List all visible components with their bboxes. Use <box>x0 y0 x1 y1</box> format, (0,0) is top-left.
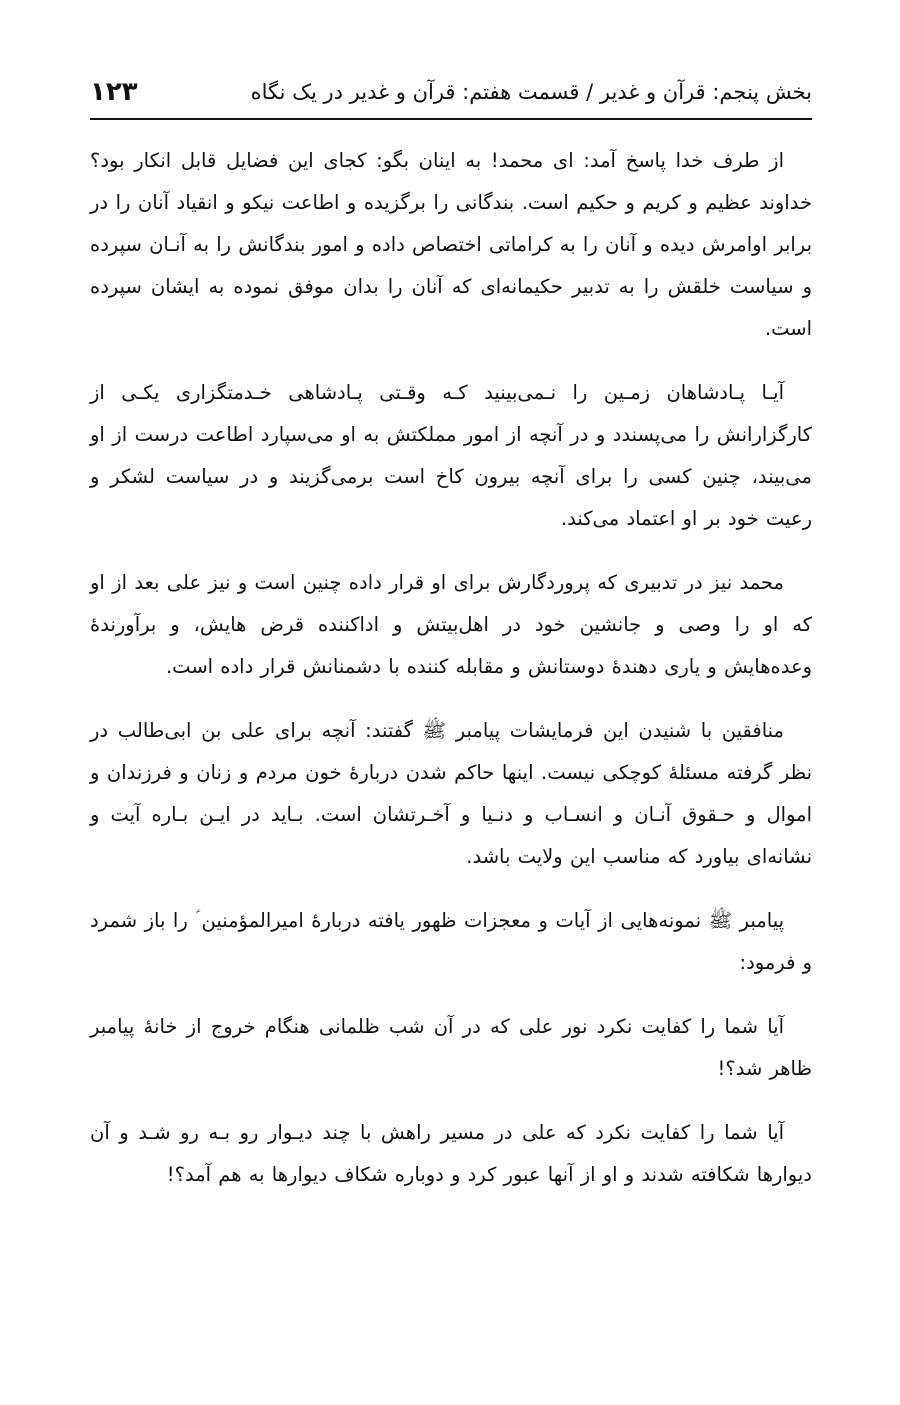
paragraph: آیا شما را کفایت نکرد که علی در مسیر راهش با چند دیـوار رو بـه رو شـد و آن دیوارها شکافته شدند و او از آنها عبور کرد و دوباره شکاف دیوارها به هم آمد؟! <box>90 1121 812 1186</box>
paragraph: آیـا پـادشاهان زمـین را نـمی‌بینید کـه وقـتی پـادشاهی خـدمتگزاری یکـی از کارگزارانش را می‌پسندد و در آنچه از امور مملکتش به او می‌سپارد اطاعت درست از او می‌بیند، چنین کسی را برای آنچه بیرون کاخ است برمی‌گزیند و در سیاست لشکر و رعیت خود بر او اعتماد می‌کند. <box>90 381 812 530</box>
page-header <box>90 70 812 114</box>
paragraph: منافقین با شنیدن این فرمایشات پیامبر ﷺ گفتند: آنچه برای علی بن ابی‌طالب در نظر گرفته مسئلهٔ کوچکی نیست. اینها حاکم شدن دربارهٔ خون مردم و زنان و فرزندان و اموال و حـقوق آنـان و انسـاب و دنـیا و آخـرتشان است. بـاید در ایـن بـاره آیت و نشانه‌ای بیاورد که مناسب این ولایت باشد. <box>90 719 812 868</box>
paragraph: از طرف خدا پاسخ آمد: ای محمد! به اینان بگو: کجای این فضایل قابل انکار بود؟ خداوند عظیم و کریم و حکیم است. بندگانی را برگزیده و اطاعت نیکو و انقیاد آنان را در برابر اوامرش دیده و آنان را به کراماتی اختصاص داده و امور بندگانش را به آنـان سپرده و سیاست خلقش را به تدبیر حکیمانه‌ای که آنان را بدان موفق نموده به ایشان سپرده است. <box>90 149 812 340</box>
body-text <box>90 140 812 1218</box>
paragraph: محمد نیز در تدبیری که پروردگارش برای او قرار داده چنین است و نیز علی بعد از او که او را وصی و جانشین خود در اهل‌بیتش و اداکننده قرض هایش، و برآورندهٔ وعده‌هایش و یاری دهندهٔ دوستانش و مقابله کننده با دشمنانش قرار داده است. <box>90 571 812 678</box>
header-divider <box>90 118 812 120</box>
paragraph: آیا شما را کفایت نکرد نور علی که در آن شب ظلمانی هنگام خروج از خانهٔ پیامبر ظاهر شد؟! <box>90 1015 812 1080</box>
page-number: ۱۲۳ <box>90 77 138 107</box>
running-title: بخش پنجم: قرآن و غدیر / قسمت هفتم: قرآن و غدیر در یک نگاه <box>250 80 812 104</box>
paragraph: پیامبر ﷺ نمونه‌هایی از آیات و معجزات ظهور یافته دربارهٔ امیرالمؤمنین ؑ را باز شمرد و فرمود: <box>90 909 812 974</box>
